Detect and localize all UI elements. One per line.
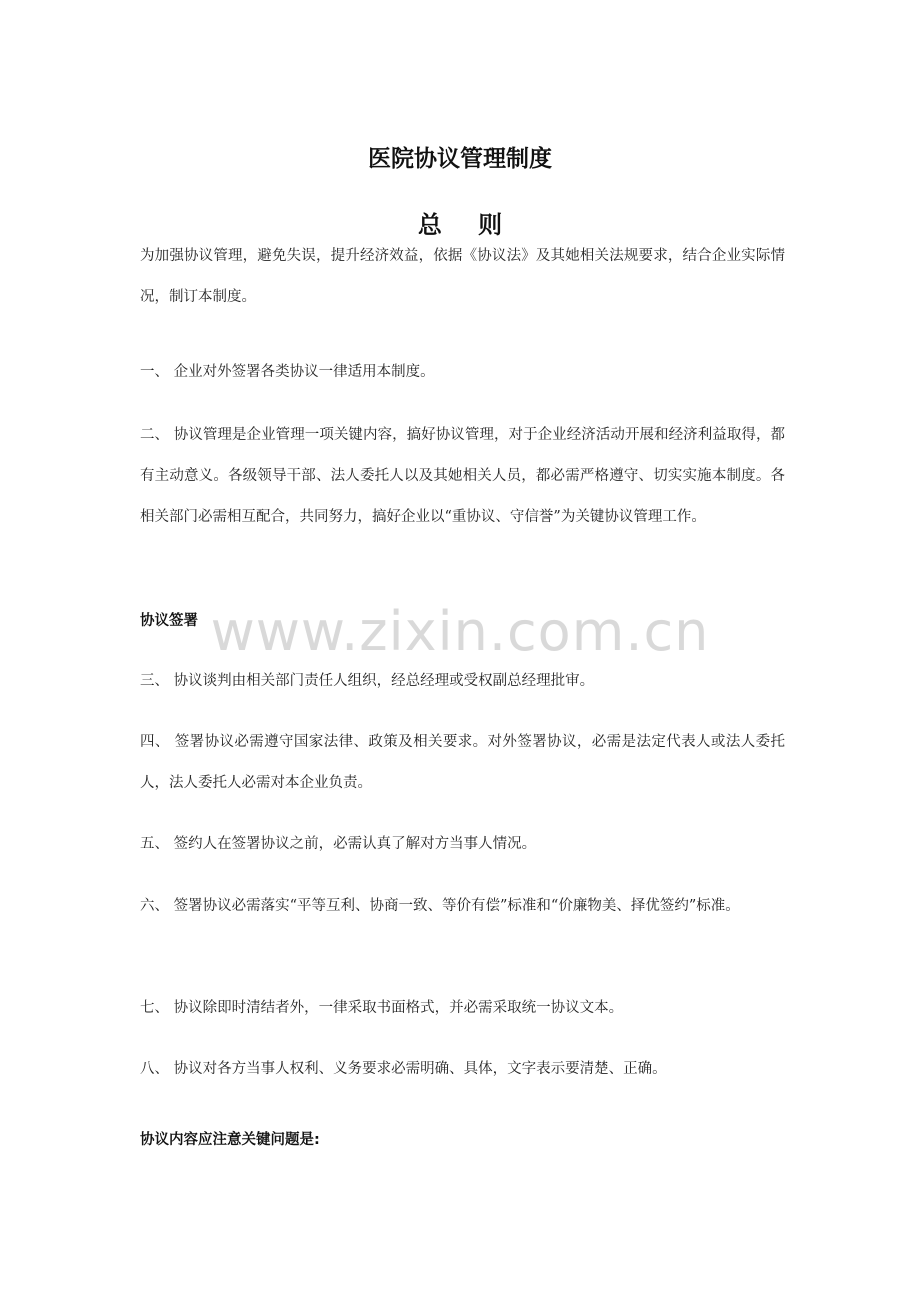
watermark: www.zixin.com.cn <box>210 600 710 663</box>
section-title-general: 总 则 <box>417 211 517 239</box>
intro-paragraph: 为加强协议管理，避免失误，提升经济效益，依据《协议法》及其她相关法规要求，结合企业实际情况，制订本制度。 <box>140 248 785 305</box>
article-2: 二、 协议管理是企业管理一项关键内容，搞好协议管理，对于企业经济活动开展和经济利益取得，都有主动意义。各级领导干部、法人委托人以及其她相关人员，都必需严格遵守、切实实施本制度。各相关部门必需相互配合，共同努力，搞好企业以“重协议、守信誉”为关键协议管理工作。 <box>140 427 785 525</box>
article-4: 四、 签署协议必需遵守国家法律、政策及相关要求。对外签署协议，必需是法定代表人或法人委托人，法人委托人必需对本企业负责。 <box>140 734 785 791</box>
article-7: 七、 协议除即时清结者外，一律采取书面格式，并必需采取统一协议文本。 <box>140 1000 624 1016</box>
article-1: 一、 企业对外签署各类协议一律适用本制度。 <box>140 364 435 380</box>
article-5: 五、 签约人在签署协议之前，必需认真了解对方当事人情况。 <box>140 836 537 852</box>
heading-content: 协议内容应注意关键问题是: <box>140 1132 320 1148</box>
article-3: 三、 协议谈判由相关部门责任人组织，经总经理或受权副总经理批审。 <box>140 673 595 689</box>
article-6: 六、 签署协议必需落实“平等互利、协商一致、等价有偿”标准和“价廉物美、择优签约”标准。 <box>140 898 740 914</box>
document-title: 医院协议管理制度 <box>368 146 552 172</box>
heading-signing: 协议签署 <box>140 613 198 629</box>
article-8: 八、 协议对各方当事人权利、义务要求必需明确、具体，文字表示要清楚、正确。 <box>140 1061 667 1077</box>
